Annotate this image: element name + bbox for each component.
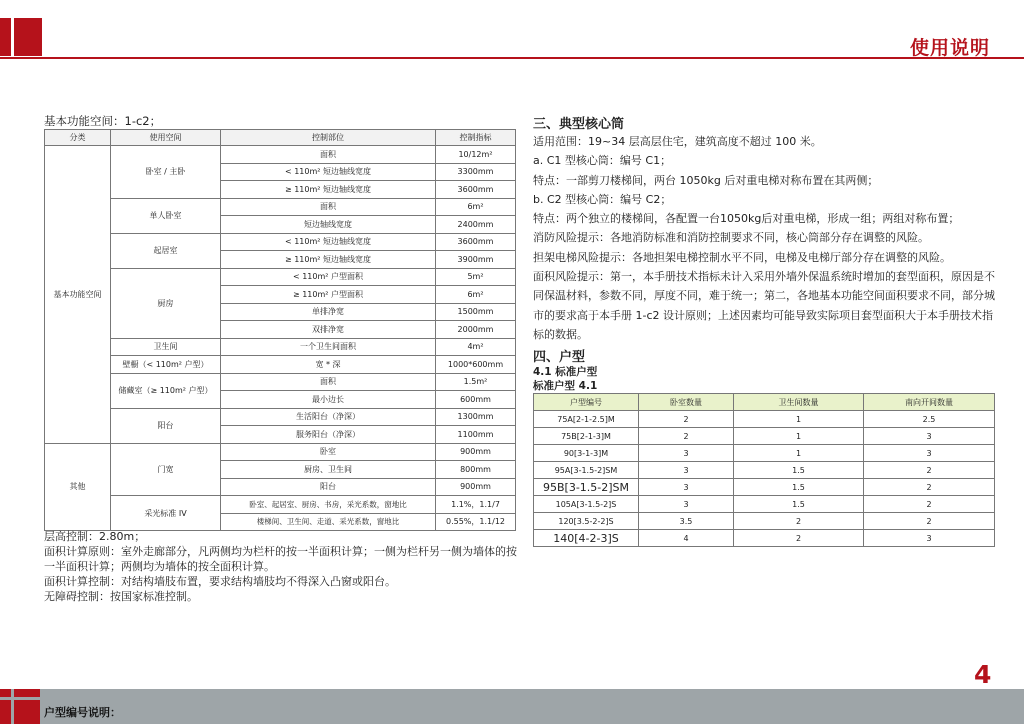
value-cell: 4m² <box>436 338 516 356</box>
table-row <box>534 428 995 445</box>
value-cell: 900mm <box>436 478 516 496</box>
part-cell: 卧室、起居室、厨房、书房，采光系数，窗地比 <box>221 496 436 514</box>
space-cell: 卫生间 <box>111 338 221 356</box>
footer-square-1 <box>0 689 11 697</box>
part-cell: 面积 <box>221 146 436 164</box>
bathroom-count-cell: 1 <box>734 445 864 462</box>
table-row <box>45 496 516 514</box>
table-row <box>534 496 995 513</box>
bathroom-count-cell: 1 <box>734 428 864 445</box>
value-cell: 1.5m² <box>436 373 516 391</box>
space-cell: 单人卧室 <box>111 198 221 233</box>
category-cell: 其他 <box>45 443 111 531</box>
value-cell: 0.55%，1.1/12 <box>436 513 516 531</box>
footer-square-3 <box>0 700 11 724</box>
value-cell: 5m² <box>436 268 516 286</box>
bedroom-count-cell: 3 <box>639 462 734 479</box>
part-cell: 单排净宽 <box>221 303 436 321</box>
table-row <box>45 356 516 374</box>
functional-space-heading: 基本功能空间：1-c2； <box>44 114 162 128</box>
bedroom-count-cell: 4 <box>639 530 734 547</box>
part-cell: 阳台 <box>221 478 436 496</box>
value-cell: 900mm <box>436 443 516 461</box>
section3-line: 特点：两个独立的楼梯间，各配置一台1050kg后对重电梯，形成一组；两组对称布置； <box>533 212 960 226</box>
space-cell: 壁橱（< 110m² 户型） <box>111 356 221 374</box>
part-cell: 楼梯间、卫生间、走道、采光系数，窗地比 <box>221 513 436 531</box>
space-cell: 起居室 <box>111 233 221 268</box>
south-bay-cell: 3 <box>864 530 995 547</box>
bedroom-count-cell: 3.5 <box>639 513 734 530</box>
space-cell: 卧室 / 主卧 <box>111 146 221 199</box>
south-bay-cell: 2 <box>864 513 995 530</box>
footer-square-2 <box>14 689 40 697</box>
part-cell: 厨房、卫生间 <box>221 461 436 479</box>
space-cell: 阳台 <box>111 408 221 443</box>
bathroom-count-cell: 2 <box>734 530 864 547</box>
col-header-category: 分类 <box>45 130 111 146</box>
value-cell: 10/12m² <box>436 146 516 164</box>
bedroom-count-cell: 2 <box>639 428 734 445</box>
unit-code-cell: 75B[2-1-3]M <box>534 428 639 445</box>
table-row <box>534 513 995 530</box>
bathroom-count-cell: 2 <box>734 513 864 530</box>
bathroom-count-cell: 1.5 <box>734 462 864 479</box>
part-cell: < 110m² 户型面积 <box>221 268 436 286</box>
table-row <box>45 233 516 251</box>
section3-line: 消防风险提示：各地消防标准和消防控制要求不同，核心筒部分存在调整的风险。 <box>533 231 929 245</box>
south-bay-cell: 2 <box>864 479 995 496</box>
part-cell: 服务阳台（净深） <box>221 426 436 444</box>
col-header-space: 使用空间 <box>111 130 221 146</box>
page-number: 4 <box>974 660 992 689</box>
bathroom-count-cell: 1 <box>734 411 864 428</box>
section3-line: 适用范围：19~34 层高层住宅，建筑高度不超过 100 米。 <box>533 135 822 148</box>
value-cell: 6m² <box>436 286 516 304</box>
part-cell: 生活阳台（净深） <box>221 408 436 426</box>
bedroom-count-cell: 3 <box>639 445 734 462</box>
part-cell: 短边轴线宽度 <box>221 216 436 234</box>
part-cell: ≥ 110m² 短边轴线宽度 <box>221 181 436 199</box>
part-cell: < 110m² 短边轴线宽度 <box>221 233 436 251</box>
value-cell: 3300mm <box>436 163 516 181</box>
part-cell: < 110m² 短边轴线宽度 <box>221 163 436 181</box>
table-row <box>45 373 516 391</box>
page-title: 使用说明 <box>909 37 990 59</box>
value-cell: 1500mm <box>436 303 516 321</box>
table-row <box>45 408 516 426</box>
table-row <box>534 530 995 547</box>
value-cell: 1.1%，1.1/7 <box>436 496 516 514</box>
unit-code-cell: 90[3-1-3]M <box>534 445 639 462</box>
section3-line: 特点：一部剪刀楼梯间，两台 1050kg 后对重电梯对称布置在其两侧； <box>533 173 879 187</box>
table-row <box>534 445 995 462</box>
value-cell: 1300mm <box>436 408 516 426</box>
note-line: 面积计算原则：室外走廊部分，凡两侧均为栏杆的按一半面积计算；一侧为栏杆另一侧为墙体的按一半面积计算；两侧均为墙体的按全面积计算。 <box>44 545 517 573</box>
col-header-bathrooms: 卫生间数量 <box>734 394 864 411</box>
space-cell: 采光标准 IV <box>111 496 221 531</box>
section3-line: b. C2 型核心筒：编号 C2； <box>533 192 672 206</box>
part-cell: 最小边长 <box>221 391 436 409</box>
unit-code-cell: 105A[3-1.5-2]S <box>534 496 639 513</box>
category-cell: 基本功能空间 <box>45 146 111 444</box>
value-cell: 2000mm <box>436 321 516 339</box>
part-cell: ≥ 110m² 户型面积 <box>221 286 436 304</box>
note-line: 层高控制：2.80m； <box>44 530 146 543</box>
standard-unit-caption: 标准户型 4.1 <box>533 380 598 393</box>
south-bay-cell: 2 <box>864 496 995 513</box>
space-cell: 厨房 <box>111 268 221 338</box>
unit-code-cell: 120[3.5-2-2]S <box>534 513 639 530</box>
part-cell: 面积 <box>221 198 436 216</box>
header-rule <box>0 57 1024 59</box>
part-cell: ≥ 110m² 短边轴线宽度 <box>221 251 436 269</box>
bathroom-count-cell: 1.5 <box>734 496 864 513</box>
south-bay-cell: 3 <box>864 428 995 445</box>
bathroom-count-cell: 1.5 <box>734 479 864 496</box>
value-cell: 6m² <box>436 198 516 216</box>
unit-type-table <box>533 393 995 547</box>
note-line: 面积计算控制：对结构墙肢布置，要求结构墙肢均不得深入凸窗或阳台。 <box>44 575 396 588</box>
bedroom-count-cell: 3 <box>639 479 734 496</box>
control-notes <box>44 529 524 604</box>
bedroom-count-cell: 2 <box>639 411 734 428</box>
right-column <box>533 113 1001 393</box>
col-header-value: 控制指标 <box>436 130 516 146</box>
part-cell: 宽 * 深 <box>221 356 436 374</box>
space-cell: 门宽 <box>111 443 221 496</box>
value-cell: 3900mm <box>436 251 516 269</box>
table-row <box>45 146 516 164</box>
footer-square-4 <box>14 700 40 724</box>
logo-square-small <box>0 18 11 56</box>
section3-line: a. C1 型核心筒：编号 C1； <box>533 154 672 168</box>
section3-title: 三、典型核心筒 <box>533 117 625 132</box>
col-header-south-bays: 南向开间数量 <box>864 394 995 411</box>
note-line: 无障碍控制：按国家标准控制。 <box>44 590 198 603</box>
table-row <box>45 338 516 356</box>
col-header-bedrooms: 卧室数量 <box>639 394 734 411</box>
logo-square-large <box>14 18 42 56</box>
value-cell: 3600mm <box>436 181 516 199</box>
section3-line: 面积风险提示：第一，本手册技术指标未计入采用外墙外保温系统时增加的套型面积，原因是不同保温材料，参数不同，厚度不同，难于统一；第二，各地基本功能空间面积要求不同，部分城市的要求高于本手册 1-c2 设计原则；上述因素均可能导致实际项目套型面积大于本手册技术指标的数据。 <box>533 270 995 341</box>
unit-code-cell: 75A[2-1-2.5]M <box>534 411 639 428</box>
table-header-row <box>45 130 516 146</box>
value-cell: 3600mm <box>436 233 516 251</box>
section4-title: 四、户型 <box>533 350 586 366</box>
value-cell: 600mm <box>436 391 516 409</box>
section3-line: 担架电梯风险提示：各地担架电梯控制水平不同，电梯及电梯厅部分存在调整的风险。 <box>533 250 951 264</box>
footer-label: 户型编号说明： <box>44 706 121 719</box>
space-cell: 储藏室（≥ 110m² 户型） <box>111 373 221 408</box>
part-cell: 卧室 <box>221 443 436 461</box>
unit-code-cell: 140[4-2-3]S <box>534 530 639 547</box>
value-cell: 2400mm <box>436 216 516 234</box>
south-bay-cell: 3 <box>864 445 995 462</box>
part-cell: 一个卫生间面积 <box>221 338 436 356</box>
col-header-code: 户型编号 <box>534 394 639 411</box>
south-bay-cell: 2 <box>864 462 995 479</box>
footer-bar <box>0 689 1024 724</box>
table-row <box>45 198 516 216</box>
unit-code-cell: 95A[3-1.5-2]SM <box>534 462 639 479</box>
table-row <box>534 479 995 496</box>
bedroom-count-cell: 3 <box>639 496 734 513</box>
south-bay-cell: 2.5 <box>864 411 995 428</box>
value-cell: 1100mm <box>436 426 516 444</box>
unit-code-cell: 95B[3-1.5-2]SM <box>534 479 639 496</box>
part-cell: 面积 <box>221 373 436 391</box>
value-cell: 1000*600mm <box>436 356 516 374</box>
col-header-part: 控制部位 <box>221 130 436 146</box>
table-row <box>45 443 516 461</box>
table-row <box>45 268 516 286</box>
part-cell: 双排净宽 <box>221 321 436 339</box>
standard-unit-subtitle: 4.1 标准户型 <box>533 366 598 379</box>
table-row <box>534 462 995 479</box>
functional-space-table <box>44 129 516 531</box>
table-header-row <box>534 394 995 411</box>
value-cell: 800mm <box>436 461 516 479</box>
table-row <box>534 411 995 428</box>
